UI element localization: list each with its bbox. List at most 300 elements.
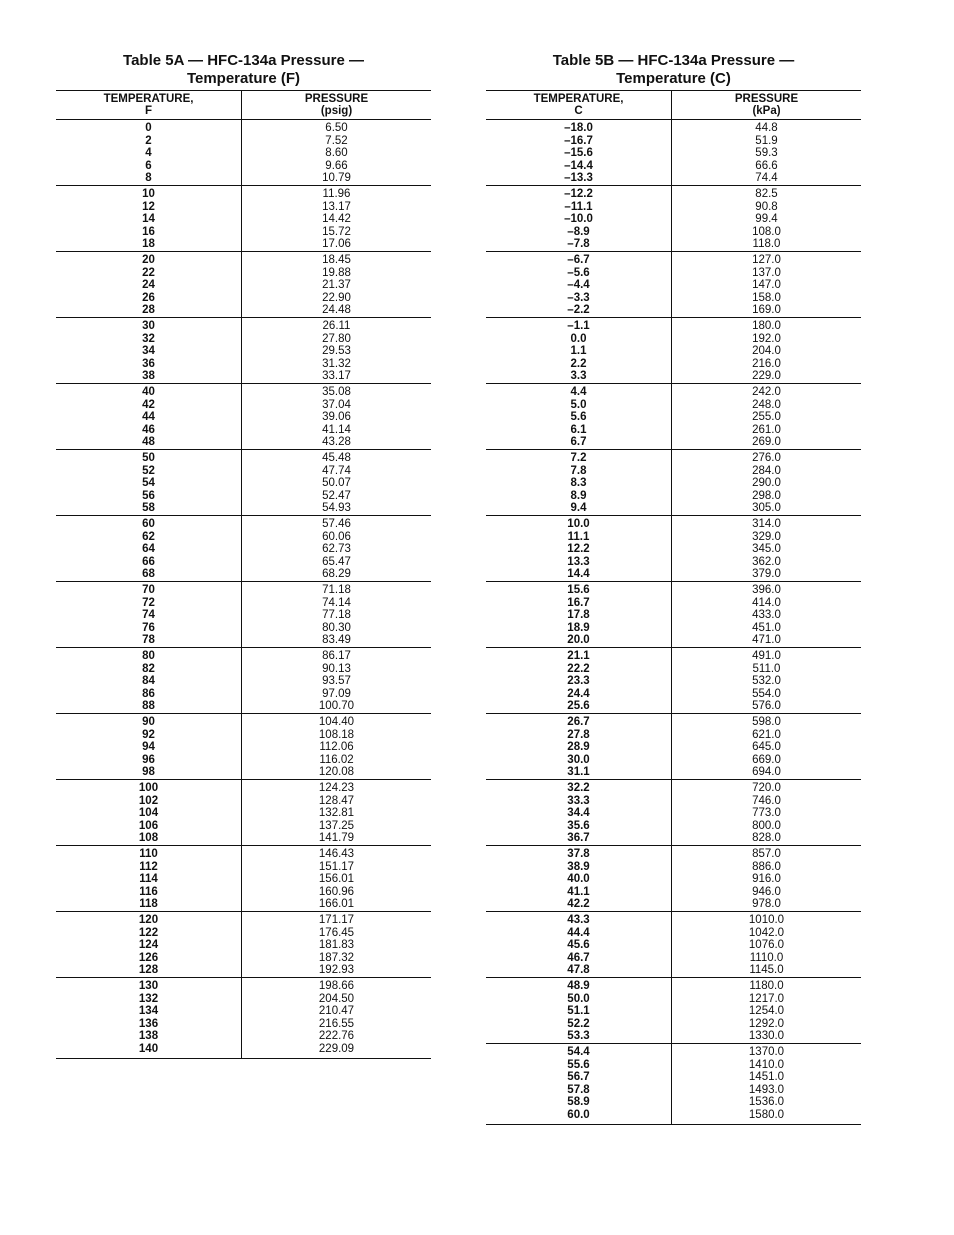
pressure-value: 621.0 (752, 728, 781, 741)
temperature-value: 46 (142, 423, 155, 436)
pressure-value: 216.55 (318, 1017, 355, 1030)
pressure-value: 229.0 (752, 370, 781, 382)
temperature-value: 7.2 (570, 452, 587, 464)
pressure-value: 82.5 (755, 188, 778, 200)
pressure-value: 1580.0 (748, 1108, 785, 1121)
temperature-value: 32.2 (567, 782, 590, 794)
temperature-value: –1.1 (567, 320, 590, 332)
pressure-cell (672, 518, 861, 581)
temperature-value: 40 (142, 386, 155, 398)
pressure-value: 57.46 (322, 518, 351, 530)
pressure-value: 8.60 (325, 147, 348, 159)
pressure-value: 59.3 (755, 147, 778, 159)
temperature-cell (56, 780, 242, 845)
pressure-value: 17.06 (322, 238, 351, 250)
header-label: PRESSURE (304, 93, 369, 105)
temperature-value: 31.1 (567, 766, 590, 778)
pressure-cell (242, 650, 431, 713)
pressure-value: 27.80 (322, 332, 351, 345)
pressure-value: 68.29 (322, 568, 351, 580)
temperature-cell (56, 516, 242, 581)
pressure-value: 276.0 (752, 452, 781, 464)
temperature-value: 8 (145, 172, 152, 184)
pressure-cell (242, 320, 431, 383)
pressure-value: 255.0 (752, 411, 781, 423)
row-group (56, 846, 431, 912)
temperature-value: 58.9 (567, 1096, 590, 1108)
pressure-value: 22.90 (322, 291, 351, 304)
row-group (56, 978, 431, 1058)
pressure-value: 1042.0 (748, 926, 785, 939)
temperature-cell (486, 318, 672, 383)
temperature-value: 44 (142, 411, 155, 423)
temperature-cell (486, 582, 672, 647)
temperature-value: 110 (139, 848, 158, 860)
pressure-value: 7.52 (325, 134, 348, 147)
pressure-value: 62.73 (322, 543, 351, 555)
temperature-value: –7.8 (567, 238, 590, 250)
temperature-value: –11.1 (564, 200, 593, 213)
pressure-value: 26.11 (322, 320, 351, 332)
pressure-value: 132.81 (318, 807, 355, 819)
temperature-value: 0.0 (570, 332, 587, 345)
temperature-value: 20.0 (567, 634, 590, 646)
temperature-value: 20 (142, 254, 155, 266)
temperature-cell (486, 648, 672, 713)
pressure-value: 204.50 (318, 992, 355, 1005)
pressure-cell (242, 122, 431, 185)
pressure-value: 511.0 (752, 662, 781, 675)
temperature-column-header (56, 91, 242, 119)
pressure-value: 198.66 (318, 980, 355, 992)
temperature-value: 126 (138, 951, 159, 964)
temperature-value: 53.3 (567, 1030, 590, 1042)
pressure-value: 31.32 (322, 357, 351, 370)
pressure-value: 414.0 (752, 596, 781, 609)
temperature-cell (56, 648, 242, 713)
pressure-value: 33.17 (322, 370, 351, 382)
pressure-value: 181.83 (318, 939, 355, 951)
temperature-value: –8.9 (567, 225, 590, 238)
temperature-value: 58 (142, 502, 155, 514)
temperature-value: 98 (142, 766, 155, 778)
pressure-value: 329.0 (752, 530, 781, 543)
temperature-cell (56, 450, 242, 515)
temperature-value: 21.1 (567, 650, 590, 662)
temperature-value: 34 (142, 345, 155, 357)
pressure-value: 120.08 (318, 766, 355, 778)
temperature-value: 88 (142, 700, 155, 712)
temperature-cell (486, 450, 672, 515)
pressure-cell (672, 650, 861, 713)
table-5b-title-line2: Temperature (C) (616, 70, 731, 87)
temperature-cell (56, 582, 242, 647)
pressure-value: 1410.0 (748, 1058, 785, 1071)
row-group (486, 120, 861, 186)
pressure-value: 52.47 (322, 489, 351, 502)
temperature-value: 56 (142, 489, 155, 502)
temperature-cell (486, 384, 672, 449)
temperature-cell (486, 1044, 672, 1124)
temperature-value: 30.0 (567, 753, 590, 766)
temperature-value: 11.1 (567, 530, 590, 543)
pressure-value: 45.48 (322, 452, 351, 464)
temperature-value: 9.4 (570, 502, 587, 514)
temperature-cell (56, 384, 242, 449)
temperature-value: 130 (138, 980, 159, 992)
pressure-value: 1536.0 (748, 1096, 785, 1108)
temperature-value: 82 (142, 662, 155, 675)
temperature-value: 120 (138, 914, 159, 926)
temperature-column-header (486, 91, 672, 119)
temperature-value: –15.6 (564, 147, 593, 159)
pressure-value: 187.32 (318, 951, 355, 964)
pressure-value: 216.0 (752, 357, 781, 370)
temperature-value: 37.8 (567, 848, 590, 860)
pressure-value: 532.0 (752, 675, 781, 687)
pressure-cell (672, 584, 861, 647)
temperature-value: 80 (142, 650, 155, 662)
pressure-cell (672, 386, 861, 449)
pressure-value: 694.0 (752, 766, 781, 778)
pressure-value: 554.0 (752, 687, 781, 700)
pressure-value: 104.40 (318, 716, 355, 728)
temperature-value: 36.7 (567, 832, 590, 844)
temperature-value: 41.1 (567, 885, 590, 898)
temperature-value: 28.9 (567, 741, 590, 753)
row-group (486, 846, 861, 912)
temperature-value: 14 (142, 213, 155, 225)
temperature-cell (56, 846, 242, 911)
table-5a-grid (56, 90, 431, 1059)
pressure-cell (672, 452, 861, 515)
pressure-value: 13.17 (322, 200, 351, 213)
temperature-value: 13.3 (567, 555, 590, 568)
temperature-cell (486, 120, 672, 185)
temperature-value: 32 (142, 332, 155, 345)
pressure-cell (242, 518, 431, 581)
temperature-value: 54.4 (567, 1046, 590, 1058)
row-group (486, 450, 861, 516)
pressure-value: 1145.0 (749, 964, 784, 976)
temperature-value: 94 (142, 741, 155, 753)
temperature-cell (56, 120, 242, 185)
pressure-cell (672, 848, 861, 911)
temperature-value: 6.7 (570, 436, 587, 448)
temperature-value: 2 (145, 134, 152, 147)
temperature-value: 48.9 (567, 980, 590, 992)
temperature-value: 26 (142, 291, 155, 304)
temperature-value: 55.6 (567, 1058, 590, 1071)
pressure-value: 116.02 (319, 753, 354, 766)
header-label: PRESSURE (734, 93, 799, 105)
temperature-value: 100 (138, 782, 159, 794)
temperature-value: 76 (142, 621, 155, 634)
pressure-value: 50.07 (322, 477, 351, 489)
header-unit: C (574, 105, 583, 117)
temperature-value: 92 (142, 728, 155, 741)
temperature-value: 12.2 (567, 543, 590, 555)
temperature-cell (486, 516, 672, 581)
temperature-cell (56, 714, 242, 779)
temperature-value: 16 (142, 225, 155, 238)
temperature-value: 12 (142, 200, 155, 213)
pressure-value: 204.0 (752, 345, 781, 357)
table-5b-title-line1: Table 5B — HFC-134a Pressure — (552, 52, 795, 69)
pressure-value: 169.0 (752, 304, 781, 316)
row-group (56, 252, 431, 318)
pressure-value: 137.0 (752, 266, 781, 279)
pressure-value: 158.0 (752, 291, 781, 304)
temperature-value: 8.9 (570, 489, 587, 502)
pressure-value: 1451.0 (748, 1071, 785, 1083)
temperature-value: 17.8 (567, 609, 590, 621)
pressure-value: 242.0 (752, 386, 781, 398)
pressure-value: 100.70 (318, 700, 355, 712)
pressure-value: 857.0 (752, 848, 781, 860)
pressure-value: 74.4 (755, 172, 778, 184)
temperature-cell (56, 912, 242, 977)
temperature-value: 52.2 (567, 1017, 590, 1030)
pressure-value: 90.8 (755, 200, 778, 213)
pressure-value: 180.0 (752, 320, 781, 332)
pressure-value: 598.0 (752, 716, 781, 728)
row-group (486, 318, 861, 384)
temperature-value: 106 (138, 819, 159, 832)
temperature-value: –16.7 (564, 134, 593, 147)
pressure-value: 1180.0 (749, 980, 784, 992)
row-group (486, 1044, 861, 1124)
pressure-value: 118.0 (752, 238, 781, 250)
temperature-value: 78 (142, 634, 155, 646)
temperature-cell (486, 252, 672, 317)
pressure-value: 43.28 (322, 436, 351, 448)
pressure-value: 146.43 (318, 848, 355, 860)
pressure-cell (672, 914, 861, 977)
temperature-value: 5.0 (570, 398, 587, 411)
pressure-value: 160.96 (318, 885, 355, 898)
pressure-value: 886.0 (752, 860, 781, 873)
pressure-value: 1292.0 (748, 1017, 785, 1030)
pressure-cell (242, 584, 431, 647)
row-group (486, 186, 861, 252)
pressure-cell (242, 386, 431, 449)
temperature-value: 90 (142, 716, 155, 728)
row-group (486, 252, 861, 318)
temperature-value: 7.8 (570, 464, 587, 477)
header-unit: F (144, 105, 153, 117)
temperature-value: 122 (138, 926, 159, 939)
pressure-value: 147.0 (752, 279, 781, 291)
pressure-value: 24.48 (322, 304, 351, 316)
pressure-value: 47.74 (322, 464, 351, 477)
pressure-value: 65.47 (322, 555, 351, 568)
temperature-value: –12.2 (564, 188, 593, 200)
pressure-value: 108.18 (318, 728, 355, 741)
pressure-value: 946.0 (752, 885, 781, 898)
pressure-value: 362.0 (752, 555, 781, 568)
row-group (486, 582, 861, 648)
temperature-value: 22.2 (567, 662, 590, 675)
temperature-value: 50.0 (567, 992, 590, 1005)
pressure-value: 21.37 (322, 279, 351, 291)
temperature-cell (486, 978, 672, 1043)
temperature-value: 60.0 (567, 1108, 590, 1121)
temperature-value: 27.8 (567, 728, 590, 741)
pressure-value: 491.0 (752, 650, 781, 662)
pressure-cell (242, 716, 431, 779)
temperature-cell (486, 846, 672, 911)
pressure-value: 1076.0 (748, 939, 785, 951)
pressure-column-header (672, 91, 861, 119)
table-5a-header (56, 91, 431, 120)
pressure-cell (242, 848, 431, 911)
temperature-cell (486, 186, 672, 251)
pressure-value: 576.0 (752, 700, 781, 712)
pressure-value: 14.42 (322, 213, 351, 225)
pressure-value: 35.08 (322, 386, 351, 398)
row-group (56, 450, 431, 516)
header-unit: (psig) (320, 105, 353, 117)
temperature-value: 6.1 (570, 423, 587, 436)
pressure-value: 379.0 (752, 568, 781, 580)
temperature-value: 1.1 (570, 345, 587, 357)
temperature-value: 86 (142, 687, 155, 700)
row-group (486, 648, 861, 714)
temperature-value: –6.7 (567, 254, 590, 266)
pressure-value: 83.49 (322, 634, 351, 646)
pressure-value: 1010.0 (748, 914, 785, 926)
temperature-cell (56, 186, 242, 251)
pressure-value: 261.0 (752, 423, 781, 436)
pressure-value: 71.18 (322, 584, 351, 596)
pressure-cell (672, 320, 861, 383)
temperature-value: 50 (142, 452, 155, 464)
pressure-value: 1217.0 (748, 992, 785, 1005)
temperature-value: 25.6 (567, 700, 590, 712)
pressure-value: 156.01 (318, 873, 355, 885)
pressure-value: 978.0 (752, 898, 781, 910)
temperature-value: 14.4 (567, 568, 590, 580)
pressure-value: 99.4 (755, 213, 778, 225)
pressure-value: 1254.0 (748, 1005, 785, 1017)
temperature-value: 124 (138, 939, 159, 951)
temperature-cell (56, 978, 242, 1058)
temperature-value: 108 (138, 832, 159, 844)
temperature-value: 138 (138, 1030, 159, 1042)
pressure-cell (672, 782, 861, 845)
row-group (486, 516, 861, 582)
pressure-value: 248.0 (752, 398, 781, 411)
temperature-value: 70 (142, 584, 155, 596)
pressure-column-header (242, 91, 431, 119)
table-5b (486, 52, 861, 1125)
pressure-value: 746.0 (752, 794, 781, 807)
temperature-value: 8.3 (570, 477, 587, 489)
pressure-value: 284.0 (752, 464, 781, 477)
pressure-value: 11.96 (322, 188, 351, 200)
pressure-value: 298.0 (752, 489, 781, 502)
temperature-value: 128 (138, 964, 159, 976)
pressure-cell (242, 254, 431, 317)
row-group (56, 384, 431, 450)
row-group (486, 912, 861, 978)
pressure-value: 828.0 (752, 832, 781, 844)
temperature-value: 15.6 (567, 584, 590, 596)
pressure-value: 10.79 (322, 172, 351, 184)
temperature-value: 118 (139, 898, 158, 910)
pressure-value: 137.25 (318, 819, 355, 832)
header-label: TEMPERATURE, (533, 93, 624, 105)
row-group (486, 780, 861, 846)
temperature-cell (56, 318, 242, 383)
row-group (486, 978, 861, 1044)
table-5b-header (486, 91, 861, 120)
temperature-value: 18.9 (567, 621, 590, 634)
temperature-value: 0 (145, 122, 152, 134)
temperature-value: 42 (142, 398, 155, 411)
temperature-value: 132 (138, 992, 159, 1005)
temperature-value: 4 (145, 147, 152, 159)
pressure-value: 77.18 (322, 609, 351, 621)
temperature-value: –13.3 (564, 172, 593, 184)
pressure-value: 80.30 (322, 621, 351, 634)
pressure-value: 192.93 (318, 964, 355, 976)
temperature-value: 10.0 (567, 518, 590, 530)
temperature-value: 56.7 (567, 1071, 590, 1083)
pressure-cell (242, 452, 431, 515)
temperature-value: –3.3 (567, 291, 590, 304)
pressure-value: 166.01 (318, 898, 355, 910)
row-group (56, 516, 431, 582)
pressure-value: 210.47 (318, 1005, 355, 1017)
temperature-value: 44.4 (567, 926, 590, 939)
temperature-value: 34.4 (567, 807, 590, 819)
temperature-value: –4.4 (567, 279, 590, 291)
table-5a-title (56, 52, 431, 88)
pressure-value: 345.0 (752, 543, 781, 555)
pressure-value: 269.0 (752, 436, 781, 448)
temperature-value: 66 (142, 555, 155, 568)
pressure-value: 171.17 (318, 914, 355, 926)
temperature-value: 114 (139, 873, 158, 885)
temperature-value: 74 (142, 609, 155, 621)
temperature-value: –2.2 (567, 304, 590, 316)
pressure-value: 471.0 (752, 634, 781, 646)
row-group (56, 912, 431, 978)
pressure-value: 6.50 (325, 122, 348, 134)
temperature-value: 38.9 (567, 860, 590, 873)
temperature-value: –18.0 (564, 122, 593, 134)
pressure-value: 51.9 (755, 134, 778, 147)
temperature-value: 57.8 (567, 1083, 590, 1096)
temperature-value: 18 (142, 238, 155, 250)
pressure-cell (242, 188, 431, 251)
pressure-value: 1330.0 (748, 1030, 785, 1042)
pressure-cell (242, 914, 431, 977)
temperature-value: 36 (142, 357, 155, 370)
temperature-value: 28 (142, 304, 155, 316)
temperature-value: 134 (138, 1005, 159, 1017)
temperature-value: 96 (142, 753, 155, 766)
temperature-cell (56, 252, 242, 317)
temperature-value: 46.7 (567, 951, 590, 964)
temperature-value: 35.6 (567, 819, 590, 832)
pressure-value: 90.13 (322, 662, 351, 675)
pressure-value: 433.0 (752, 609, 781, 621)
pressure-value: 19.88 (322, 266, 351, 279)
temperature-value: 23.3 (567, 675, 590, 687)
